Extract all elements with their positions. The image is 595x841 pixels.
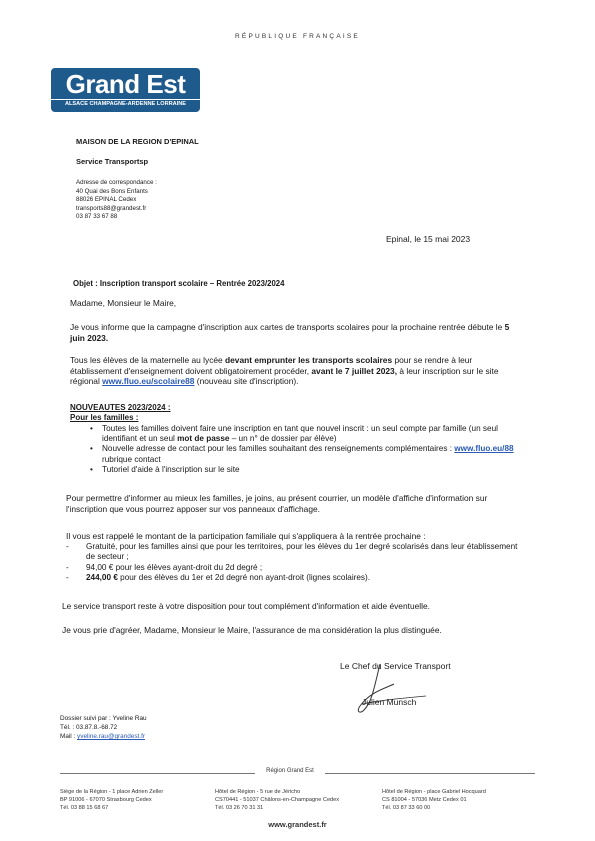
b1-text-c: – un n° de dossier par élève) [229,434,337,444]
footer-label: Région Grand Est [266,768,314,774]
footer-website-link[interactable]: www.grandest.fr [268,820,327,829]
paragraph-disposition: Le service transport reste à votre disposition pour tout complément d'information et aide éventuelle. [62,601,430,611]
fluo-contact-link[interactable]: www.fluo.eu/88 [454,444,514,454]
footer-line: BP 91006 - 67070 Strasbourg Cedex [60,797,152,804]
letter-date: Epinal, le 15 mai 2023 [386,234,471,244]
footer-line: Tél. 03 87 33 60 00 [382,805,431,812]
p2-deadline: avant le 7 juillet 2023, [311,365,398,376]
familles-list [90,424,522,475]
addr-email[interactable]: transports88@grandest.fr [76,204,147,212]
maison-region: MAISON DE LA REGION D'EPINAL [76,137,199,146]
salutation: Madame, Monsieur le Maire, [70,298,177,308]
footer-line: Tél. 03 88 15 68 67 [60,805,109,812]
contact-email-link[interactable]: yveline.rau@grandest.fr [77,733,145,740]
paragraph-registration [70,355,522,387]
mail-line [60,732,147,741]
t3-text: pour des élèves du 1er et 2d degré non ayant-droit (lignes scolaires). [117,573,371,583]
paragraph-campaign [70,322,522,343]
list-item [90,424,522,444]
paragraph-affiche: Pour permettre d'informer au mieux les familles, je joins, au présent courrier, un modèle d'affiche d'information sur l'inscription que vous pourrez apposer sur vos panneaux d'affichage. [66,493,488,514]
nouveautes-heading: NOUVEAUTES 2023/2024 : [70,403,171,412]
logo-main-text: Grand Est [65,69,186,99]
suivi-line: Dossier suivi par : Yveline Rau [60,715,147,722]
familles-heading: Pour les familles : [70,413,139,422]
list-item: - 94,00 € pour les élèves ayant-droit du 2d degré ; [66,563,522,573]
footer-line: Hôtel de Région - 5 rue de Jéricho [215,789,301,795]
footer-line: Hôtel de Région - place Gabriel Hocquard [382,789,486,795]
footer-metz [382,788,486,813]
footer-chalons [215,788,339,813]
footer-divider [60,773,255,774]
republic-header: RÉPUBLIQUE FRANÇAISE [235,33,360,40]
fluo-scolaire-link[interactable]: www.fluo.eu/scolaire88 [102,376,195,387]
service-name: Service Transportsp [76,157,149,166]
addr-phone: 03 87 33 67 88 [76,213,118,221]
footer-strasbourg [60,788,163,813]
p2-text-f: (nouveau site d'inscription). [194,376,299,387]
b2-text-a: Nouvelle adresse de contact pour les familles souhaitant des renseignements complémentaires : [102,444,455,454]
signatory-name: Julien Munsch [362,697,417,707]
letter-subject: Objet : Inscription transport scolaire – Rentrée 2023/2024 [73,279,285,288]
list-item [66,573,522,583]
t3-amount: 244,00 € [86,573,118,583]
p2-text-e: à leur inscription sur le site régional [70,365,499,387]
signatory-title: Le Chef du Service Transport [340,661,451,671]
grand-est-logo [51,68,200,112]
list-item: • Tutoriel d'aide à l'inscription sur le site [90,465,522,475]
b1-text-a: Toutes les familles doivent faire une inscription en tant que nouvel inscrit : un seul compte par famille (un seul identifiant et un seul [102,424,498,444]
correspondence-address [76,179,157,222]
dossier-contact [60,714,147,741]
b2-text-b: rubrique contact [102,454,161,464]
addr-label: Adresse de correspondance : [76,179,157,186]
paragraph-participation: Il vous est rappelé le montant de la participation familiale qui s'appliquera à la rentrée prochaine : [66,531,426,541]
tarifs-list [66,542,522,584]
footer-line: Tél. 03 26 70 31 31 [215,805,264,812]
tel-line: Tél. : 03.87.8.-68.72 [60,724,118,731]
p1-date: 5 juin 2023. [70,322,510,343]
mail-label: Mail : [60,733,78,740]
logo-sub-text: ALSACE CHAMPAGNE-ARDENNE LORRAINE [51,99,200,108]
p2-text-c: pour se rendre à leur établissement d'enseignement doivent obligatoirement procéder, [70,355,473,376]
list-item [90,444,522,464]
addr-line1: 40 Quai des Bons Enfants [76,187,148,195]
footer-line: CS70441 - 51037 Châlons-en-Champagne Cedex [215,797,340,804]
footer-line: CS 81004 - 57036 Metz Cedex 01 [382,797,467,804]
footer-line: Siège de la Région - 1 place Adrien Zeller [60,789,164,795]
p2-text-a: Tous les élèves de la maternelle au lycée [70,355,226,365]
list-item: - Gratuité, pour les familles ainsi que pour les territoires, pour les élèves du 1er degré scolarisés dans leur établissement de secteur ; [66,542,522,563]
addr-line2: 88026 EPINAL Cedex [76,196,137,204]
b1-text-b: mot de passe [177,434,230,444]
p2-text-b: devant emprunter les transports scolaires [225,355,393,365]
footer-divider [325,773,535,774]
p1-text: Je vous informe que la campagne d'inscription aux cartes de transports scolaires pour la prochaine rentrée débute le [70,322,505,332]
paragraph-closing: Je vous prie d'agréer, Madame, Monsieur le Maire, l'assurance de ma considération la plus distinguée. [62,625,442,635]
